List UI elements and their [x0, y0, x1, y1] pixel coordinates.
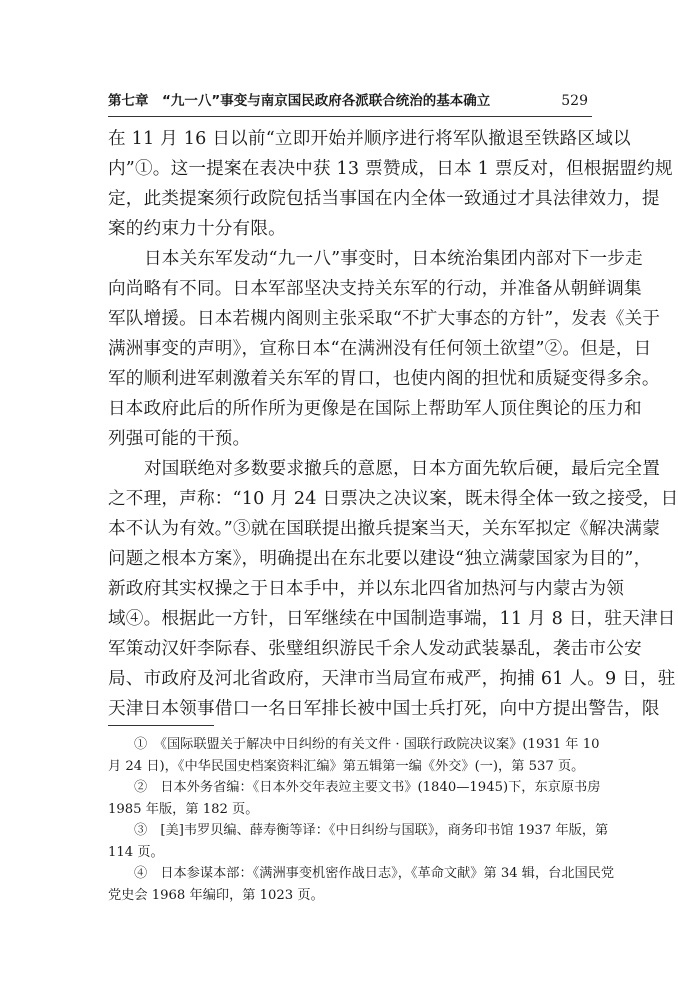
body-line: 军策动汉奸李际春、张璧组织游民千余人发动武装暴乱，袭击市公安 — [108, 639, 642, 659]
footnote-line: 114 页。 — [108, 844, 164, 860]
body-line: 本不认为有效。”③就在国联提出撤兵提案当天，关东军拟定《解决满蒙 — [108, 519, 661, 539]
body-line: 之不理，声称：“10 月 24 日票决之决议案，既未得全体一致之接受，日 — [108, 489, 678, 509]
footnote — [108, 863, 615, 906]
body-line: 问题之根本方案》，明确提出在东北要以建设“独立满蒙国家为目的”， — [108, 549, 652, 569]
body-line: 列强可能的干预。 — [108, 429, 251, 449]
footnote-line: 1985 年版，第 182 页。 — [108, 801, 259, 817]
body-line: 内”①。这一提案在表决中获 13 票赞成，日本 1 票反对，但根据盟约规 — [108, 159, 673, 179]
body-line: 满洲事变的声明》，宣称日本“在满洲没有任何领土欲望”②。但是，日 — [108, 339, 652, 359]
footnote — [108, 734, 600, 777]
body-line: 新政府其实权操之于日本手中，并以东北四省加热河与内蒙古为领 — [108, 579, 625, 599]
body-line: 域④。根据此一方针，日军继续在中国制造事端，11 月 8 日，驻天津日 — [108, 609, 676, 629]
body-text — [108, 124, 678, 724]
body-line: 日本政府此后的所作所为更像是在国际上帮助军人顶住舆论的压力和 — [108, 399, 642, 419]
running-header — [108, 90, 588, 112]
body-line: 天津日本领事借口一名日军排长被中国士兵打死，向中方提出警告，限 — [108, 699, 660, 719]
footnotes — [108, 734, 615, 906]
footnote-line: ① 《国际联盟关于解决中日纠纷的有关文件 · 国联行政院决议案》(1931 年 10 — [134, 737, 600, 752]
footnote — [108, 777, 601, 820]
body-line: 定，此类提案须行政院包括当事国在内全体一致通过才具法律效力，提 — [108, 189, 660, 209]
body-line: 在 11 月 16 日以前“立即开始并顺序进行将军队撤退至铁路区域以 — [108, 129, 631, 149]
header-rule — [108, 116, 592, 117]
footnote-line: ④ 日本参谋本部：《满洲事变机密作战日志》，《革命文献》第 34 辑，台北国民党 — [134, 866, 615, 881]
body-line: 向尚略有不同。日本军部坚决支持关东军的行动，并准备从朝鲜调集 — [108, 279, 642, 299]
footnote-line: ② 日本外务省编：《日本外交年表竝主要文书》(1840—1945)下，东京原书房 — [134, 780, 601, 795]
body-line: 局、市政府及河北省政府，天津市当局宣布戒严，拘捕 61 人。9 日，驻 — [108, 669, 676, 689]
body-line: 对国联绝对多数要求撤兵的意愿，日本方面先软后硬，最后完全置 — [144, 459, 661, 479]
page-number: 529 — [561, 93, 588, 109]
body-line: 军队增援。日本若槻内阁则主张采取“不扩大事态的方针”，发表《关于 — [108, 309, 661, 329]
footnote-line: 党史会 1968 年编印，第 1023 页。 — [108, 887, 324, 903]
body-line: 案的约束力十分有限。 — [108, 219, 286, 239]
footnote-line: 月 24 日)，《中华民国史档案资料汇编》第五辑第一编《外交》(一)，第 537 页。 — [108, 758, 585, 774]
chapter-title: 第七章 “九一八”事变与南京国民政府各派联合统治的基本确立 — [108, 93, 491, 109]
footnote — [108, 820, 609, 863]
body-line: 军的顺利进军刺激着关东军的胃口，也使内阁的担忧和质疑变得多余。 — [108, 369, 660, 389]
footnote-rule — [108, 725, 214, 726]
footnote-line: ③ [美]韦罗贝编、薛寿衡等译：《中日纠纷与国联》，商务印书馆 1937 年版，第 — [134, 823, 609, 838]
body-line: 日本关东军发动“九一八”事变时，日本统治集团内部对下一步走 — [144, 249, 643, 269]
